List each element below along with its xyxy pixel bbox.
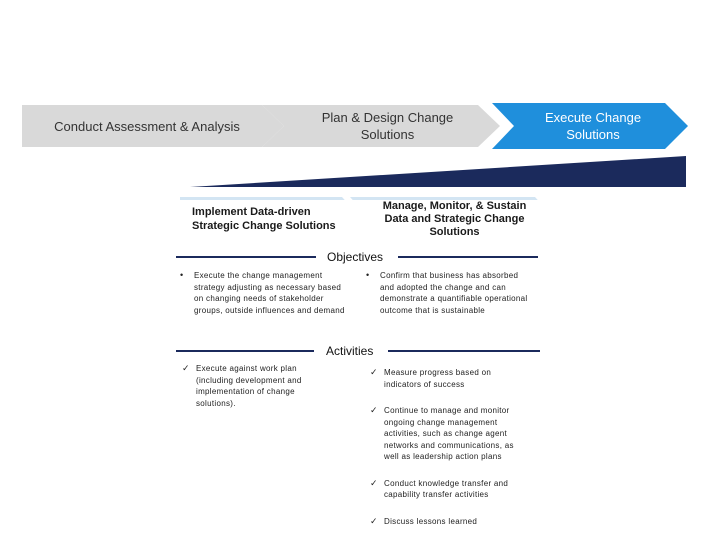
check-icon: ✓ [370, 405, 378, 415]
activities-title: Activities [326, 344, 374, 358]
bullet-icon: • [366, 270, 370, 280]
objectives-left-list [180, 270, 345, 327]
activities-left-list [182, 363, 312, 420]
subphase-label-implement: Implement Data-driven Strategic Change Solutions [192, 206, 336, 232]
phase-label-assessment: Conduct Assessment & Analysis [54, 118, 240, 134]
phase-label-execute: Execute Change Solutions [544, 110, 642, 142]
list-item: • Execute the change management strategy adjusting as necessary based on changing needs of stakeholder groups, outside influences and demand [180, 270, 345, 315]
objectives-divider-left [176, 256, 316, 258]
check-icon: ✓ [370, 477, 378, 488]
list-item: ✓ Conduct knowledge transfer and capability transfer activities [370, 477, 509, 499]
objectives-right-list [366, 270, 531, 327]
list-item: ✓ Continue to manage and monitor ongoing change management activities, such as change agent networks and communications, as well as leadership action plans [370, 405, 514, 461]
objectives-title: Objectives [327, 250, 384, 264]
phase-label-plan-design: Plan & Design Change Solutions [321, 110, 454, 142]
list-item: ✓ Measure progress based on indicators of success [370, 367, 492, 389]
objectives-divider-right [398, 256, 538, 258]
execute-expansion-wedge [190, 156, 686, 187]
activities-divider-left [176, 350, 314, 352]
bullet-icon: • [180, 270, 184, 280]
subphase-label-manage: Manage, Monitor, & Sustain Data and Strategic Change Solutions [382, 199, 527, 238]
list-item: • Confirm that business has absorbed and adopted the change and can demonstrate a quantifiable operational outcome that is sustainable [366, 270, 528, 315]
activities-right-list [370, 367, 525, 538]
list-item: ✓ Discuss lessons learned [370, 515, 478, 526]
phase-chevrons [0, 0, 720, 200]
activities-divider-right [388, 350, 540, 352]
check-icon: ✓ [370, 367, 378, 377]
list-item: ✓ Execute against work plan (including development and implementation of change solutions). [182, 363, 302, 408]
check-icon: ✓ [370, 515, 378, 526]
check-icon: ✓ [182, 363, 190, 373]
